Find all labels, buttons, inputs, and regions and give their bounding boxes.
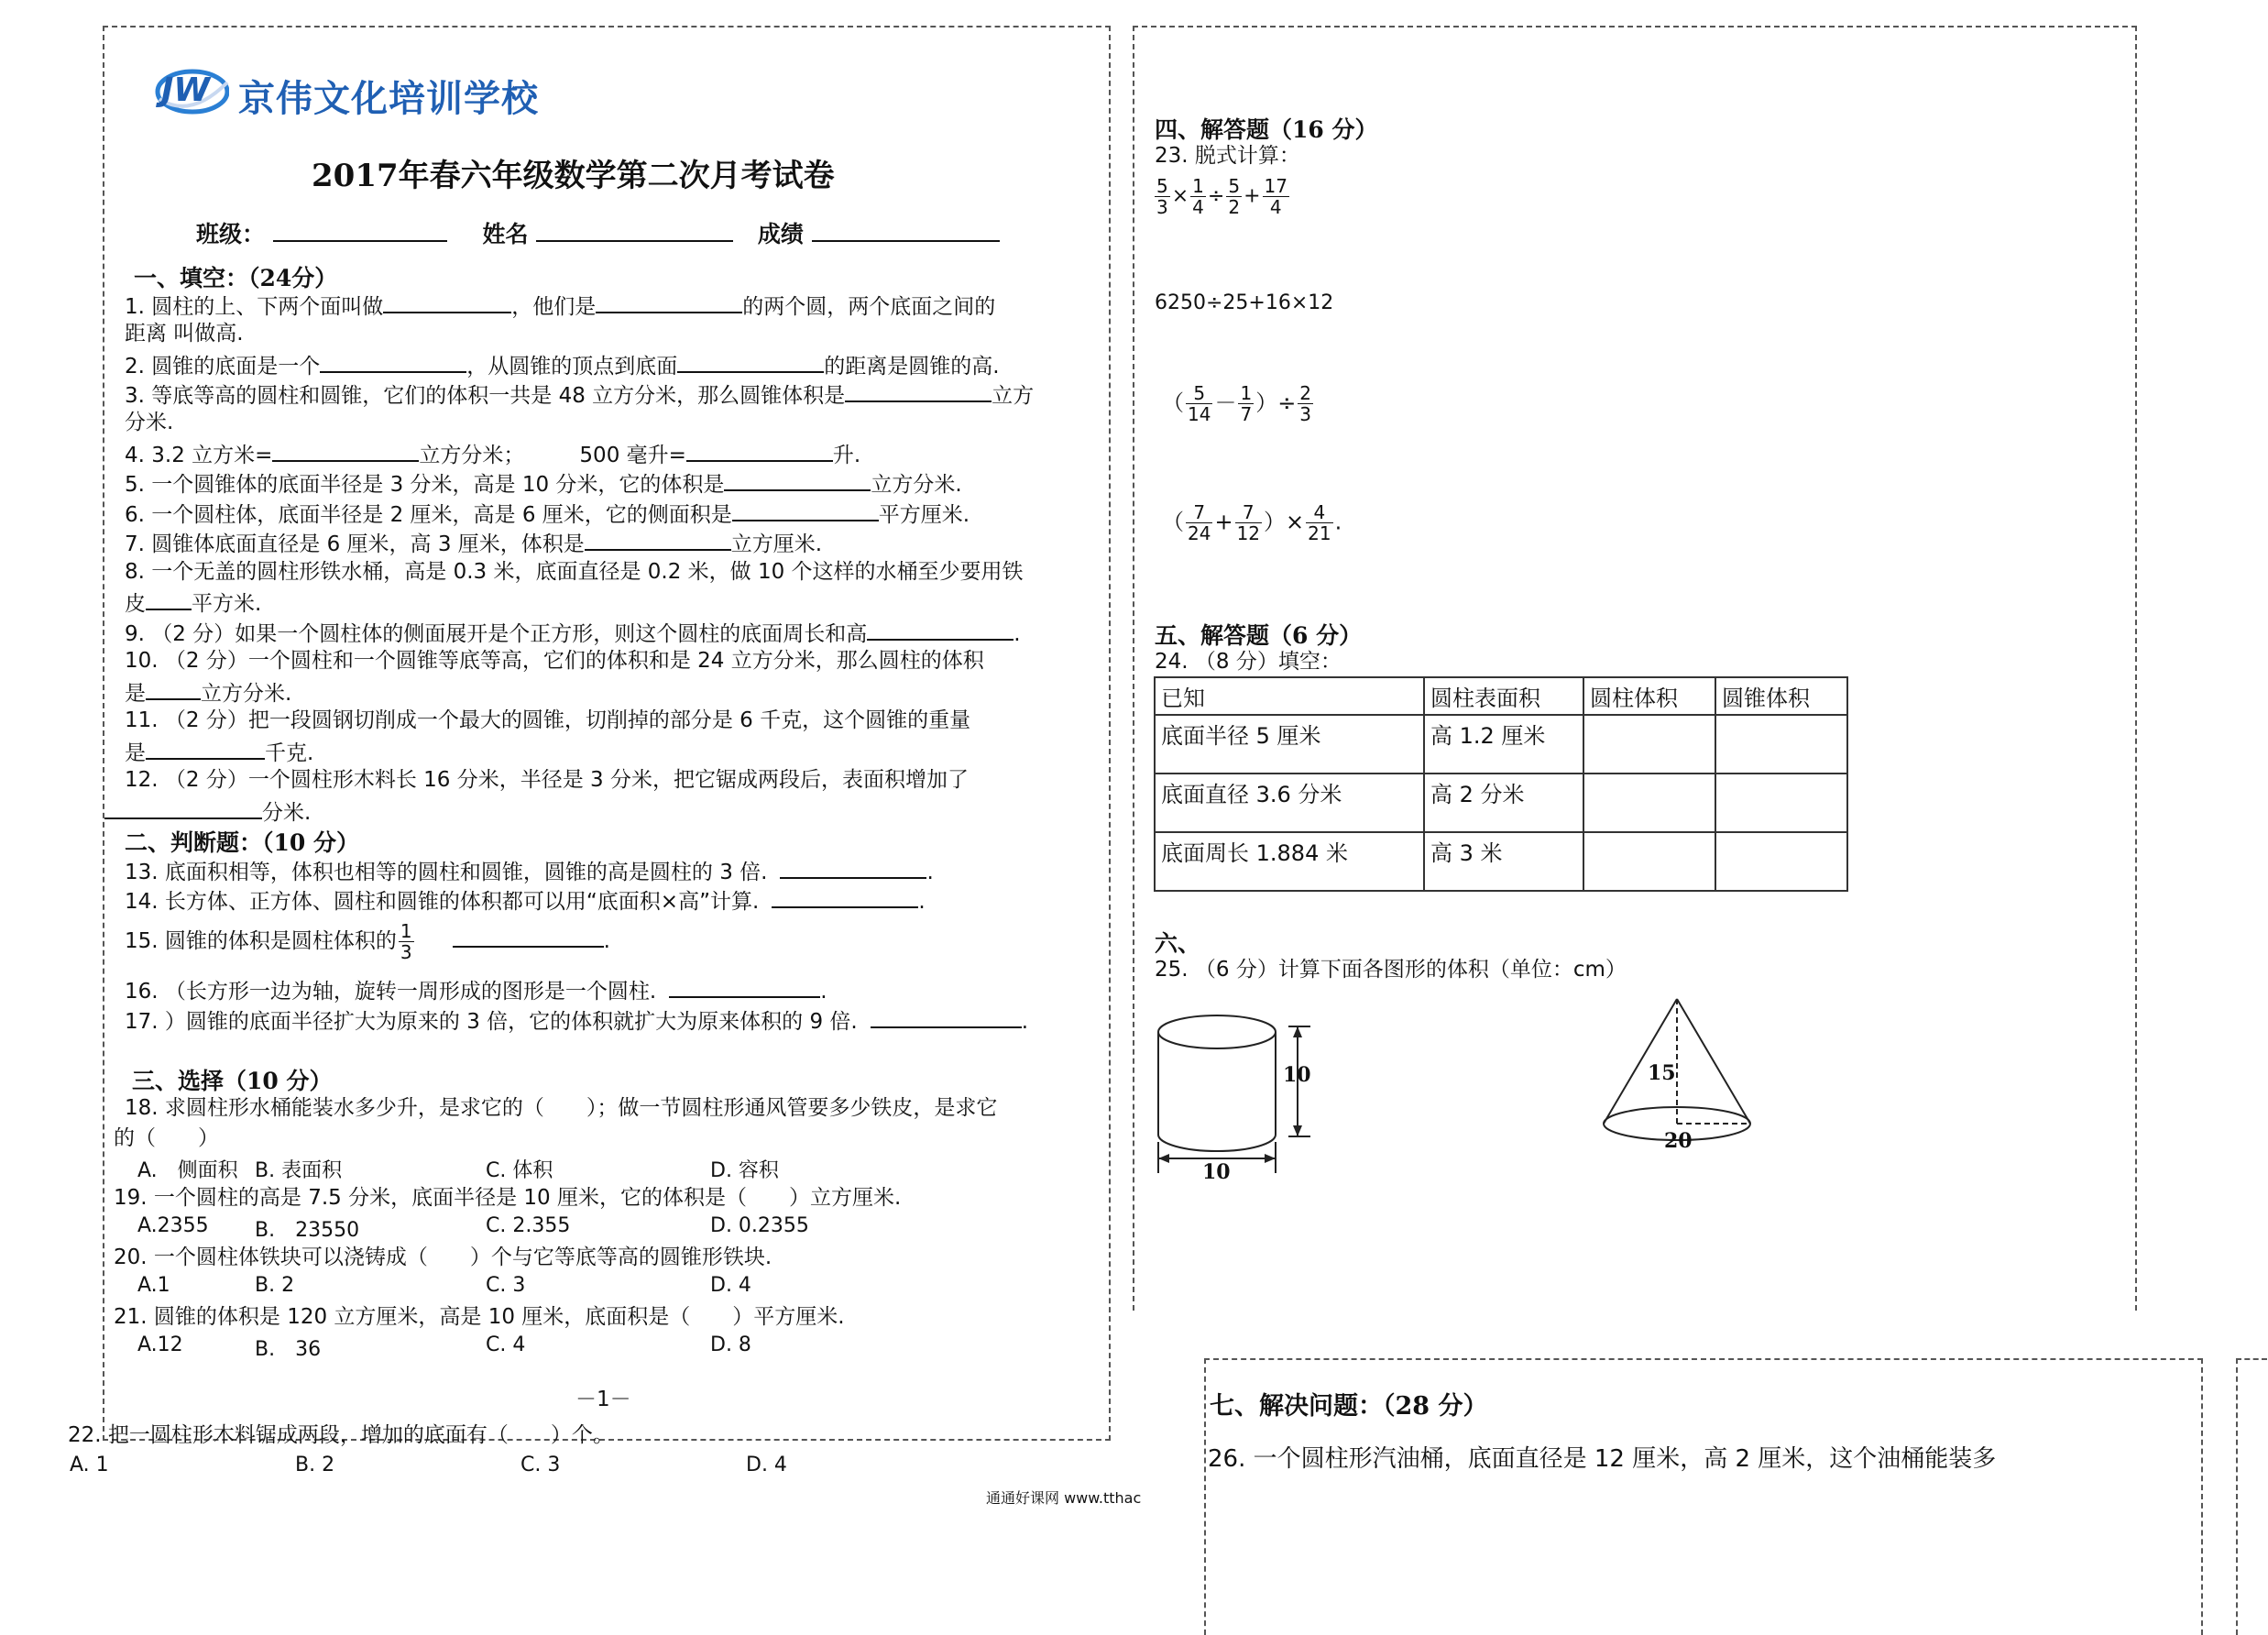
edge-page-frame [2236,1358,2268,1635]
question-6: 6. 一个圆柱体，底面半径是 2 厘米，高是 6 厘米，它的侧面积是 平方厘米. [125,498,970,530]
question-24-table [1154,676,1848,892]
question-26: 26. 一个圆柱形汽油桶，底面直径是 12 厘米，高 2 厘米，这个油桶能装多 [1208,1445,1997,1473]
option-b[interactable]: B. 2 [255,1274,295,1297]
question-9: 9. （2 分）如果一个圆柱体的侧面展开是个正方形，则这个圆柱的底面周长和高 . [125,617,1021,649]
question-20: 20. 一个圆柱体铁块可以浇铸成（ ）个与它等底等高的圆锥形铁块. [114,1245,772,1269]
cylinder-diameter-label: 10 [1202,1160,1231,1184]
option-d[interactable]: D. 容积 [710,1159,779,1182]
question-5: 5. 一个圆锥体的底面半径是 3 分米，高是 10 分米，它的体积是 立方分米. [125,467,962,499]
option-b[interactable]: B. 2 [295,1454,335,1476]
question-22: 22. 把一圆柱形木料锯成两段，增加的底面有（ ）个。 [68,1423,614,1447]
table-header-cell: 圆柱体积 [1583,677,1715,715]
table-row [1155,774,1847,832]
question-21: 21. 圆锥的体积是 120 立方厘米，高是 10 厘米，底面积是（ ）平方厘米. [114,1305,845,1329]
section2-heading: 二、判断题：（10 分） [125,829,359,856]
answer-blank[interactable] [772,884,918,908]
question-16: 16. （长方形一边为轴，旋转一周形成的图形是一个圆柱. . [125,974,827,1006]
option-d[interactable]: D. 4 [746,1454,787,1476]
answer-blank[interactable] [845,379,992,402]
question-23: 23. 脱式计算： [1155,144,1300,168]
class-label: 班级： [196,221,266,247]
question-12: 12. （2 分）一个圆柱形木料长 16 分米，半径是 3 分米，把它锯成两段后，表面积增加了 [125,768,969,792]
table-cell: 底面半径 5 厘米 [1155,715,1424,774]
expression-2: 6250÷25+16×12 [1155,291,1334,314]
footer-text: 通通好课网 www.tthac [986,1489,1142,1507]
section4-heading: 四、解答题（16 分） [1155,116,1378,143]
expression-4: （ $\frac{7}{24}$ + $\frac{7}{12}$ ）× $\frac{4}{21}$ . [1162,501,1342,544]
answer-blank[interactable] [104,796,262,819]
option-a[interactable]: A.2355 [137,1214,209,1237]
answer-blank[interactable] [453,924,604,948]
question-3-cont: 分米. [125,411,174,434]
expression-3: （ $\frac{5}{14}$ － $\frac{1}{7}$ ）÷ $\frac{2}{3}$ [1162,382,1312,425]
table-header-cell: 已知 [1155,677,1424,715]
question-12-cont: 分米. [104,796,311,828]
question-1-cont: 距离 叫做高. [125,322,244,346]
answer-blank[interactable] [686,438,833,462]
question-24: 24. （8 分）填空： [1155,650,1342,674]
option-c[interactable]: C. 4 [486,1333,526,1356]
table-header-cell: 圆柱表面积 [1424,677,1583,715]
class-field[interactable] [273,218,447,242]
option-a[interactable]: A.12 [137,1333,183,1356]
question-17: 17. ）圆锥的底面半径扩大为原来的 3 倍，它的体积就扩大为原来体积的 9 倍. . [125,1004,1028,1037]
section6-heading: 六、 [1155,930,1201,957]
answer-blank[interactable] [320,349,466,373]
option-c[interactable]: C. 2.355 [486,1214,571,1237]
option-d[interactable]: D. 0.2355 [710,1214,809,1237]
option-a[interactable]: A.1 [137,1274,170,1297]
table-cell: 高 2 分米 [1424,774,1583,832]
question-8-cont: 皮 平方米. [125,587,261,619]
table-cell: 高 3 米 [1424,832,1583,891]
fraction: $\frac{5}{14}$ [1188,382,1211,425]
question-3: 3. 等底等高的圆柱和圆锥，它们的体积一共是 48 立方分米，那么圆锥体积是 立方 [125,379,1034,411]
table-header-row [1155,677,1847,715]
cylinder-height-label: 10 [1283,1063,1311,1087]
name-field[interactable] [536,218,733,242]
table-answer-cell[interactable] [1715,832,1847,891]
answer-blank[interactable] [867,617,1013,641]
section7-heading: 七、解决问题：（28 分） [1210,1392,1488,1421]
question-1: 1. 圆柱的上、下两个面叫做 ，他们是 的两个圆，两个底面之间的 [125,290,995,322]
table-answer-cell[interactable] [1583,715,1715,774]
table-row [1155,715,1847,774]
question-13: 13. 底面积相等，体积也相等的圆柱和圆锥，圆锥的高是圆柱的 3 倍. . [125,855,934,887]
logo-school-name: 京伟文化培训学校 [238,78,539,120]
question-14: 14. 长方体、正方体、圆柱和圆锥的体积都可以用“底面积×高”计算. . [125,884,926,916]
name-label: 姓名 [482,221,529,247]
option-c[interactable]: C. 体积 [486,1159,553,1182]
logo-mark: JW [161,71,211,109]
answer-blank[interactable] [669,974,820,998]
question-18: 18. 求圆柱形水桶能装水多少升，是求它的（ ）；做一节圆柱形通风管要多少铁皮，是求它 [125,1096,998,1120]
section1-heading: 一、填空：（24分） [134,265,338,291]
score-label: 成绩 [757,221,804,247]
question-8: 8. 一个无盖的圆柱形铁水桶，高是 0.3 米，底面直径是 0.2 米，做 10 个这样的水桶至少要用铁 [125,560,1024,584]
question-10-cont: 是 立方分米. [125,676,291,708]
question-10: 10. （2 分）一个圆柱和一个圆锥等底等高，它们的体积和是 24 立方分米，那么圆柱的体积 [125,649,984,673]
student-info-row [196,216,1000,249]
answer-blank[interactable] [146,676,201,700]
answer-blank[interactable] [272,438,419,462]
page-number: －1－ [575,1388,631,1411]
question-11: 11. （2 分）把一段圆钢切削成一个最大的圆锥，切削掉的部分是 6 千克，这个圆锥的重量 [125,708,971,732]
fraction: $\frac{4}{21}$ [1308,501,1331,544]
answer-blank[interactable] [780,855,926,879]
section3-heading: 三、选择（10 分） [132,1068,333,1094]
table-cell: 底面直径 3.6 分米 [1155,774,1424,832]
table-answer-cell[interactable] [1583,832,1715,891]
cone-slant-label: 15 [1648,1061,1676,1085]
option-c[interactable]: C. 3 [486,1274,526,1297]
option-a[interactable]: A. 侧面积 [137,1159,238,1182]
answer-blank[interactable] [146,587,192,610]
question-11-cont: 是 千克. [125,736,313,768]
table-answer-cell[interactable] [1715,774,1847,832]
score-field[interactable] [812,218,1000,242]
option-b[interactable]: B. 36 [255,1338,322,1361]
answer-blank[interactable] [732,498,879,521]
section5-heading: 五、解答题（6 分） [1155,622,1363,649]
question-2: 2. 圆锥的底面是一个 ，从圆锥的顶点到底面 的距离是圆锥的高. [125,349,1000,381]
fraction: $\frac{2}{3}$ [1299,382,1312,425]
answer-blank[interactable] [146,736,265,760]
table-row [1155,832,1847,891]
fraction: $\frac{17}{4}$ [1264,175,1287,218]
answer-blank[interactable] [871,1004,1022,1028]
answer-blank[interactable] [677,349,824,373]
question-7: 7. 圆锥体底面直径是 6 厘米，高 3 厘米，体积是 立方厘米. [125,527,822,559]
option-b[interactable]: B. 表面积 [255,1159,343,1182]
answer-blank[interactable] [596,290,742,313]
cylinder-figure [1153,1008,1336,1182]
cone-diameter-label: 20 [1664,1129,1693,1153]
question-18-cont: 的（ ） [114,1126,219,1150]
option-b[interactable]: B. 23550 [255,1219,360,1242]
option-d[interactable]: D. 8 [710,1333,751,1356]
answer-blank[interactable] [383,290,511,313]
fraction: $\frac{1}{7}$ [1240,382,1253,425]
table-cell: 底面周长 1.884 米 [1155,832,1424,891]
option-d[interactable]: D. 4 [710,1274,751,1297]
fraction: $\frac{7}{12}$ [1236,501,1261,544]
table-cell: 高 1.2 厘米 [1424,715,1583,774]
question-15: 15. 圆锥的体积是圆柱体积的 $\frac{1}{3}$ . [125,920,610,963]
fraction: $\frac{1}{4}$ [1192,175,1204,218]
option-a[interactable]: A. 1 [70,1454,109,1476]
question-19: 19. 一个圆柱的高是 7.5 分米，底面半径是 10 厘米，它的体积是（ ）立方厘米. [114,1186,902,1210]
question-25: 25. （6 分）计算下面各图形的体积（单位：cm） [1155,958,1627,982]
fraction: $\frac{5}{3}$ [1156,175,1168,218]
answer-blank[interactable] [585,527,731,551]
answer-blank[interactable] [724,467,871,491]
table-answer-cell[interactable] [1715,715,1847,774]
table-header-cell: 圆锥体积 [1715,677,1847,715]
expression-1: $\frac{5}{3}$ × $\frac{1}{4}$ ÷ $\frac{5}{2}$ + $\frac{17}{4}$ [1156,175,1287,218]
option-c[interactable]: C. 3 [520,1454,561,1476]
table-answer-cell[interactable] [1583,774,1715,832]
fraction: $\frac{5}{2}$ [1228,175,1241,218]
question-4: 4. 3.2 立方米= 立方分米； 500 毫升= 升. [125,438,860,470]
fraction: $\frac{1}{3}$ [400,920,412,963]
fraction: $\frac{7}{24}$ [1188,501,1211,544]
exam-title: 2017年春六年级数学第二次月考试卷 [312,158,835,194]
